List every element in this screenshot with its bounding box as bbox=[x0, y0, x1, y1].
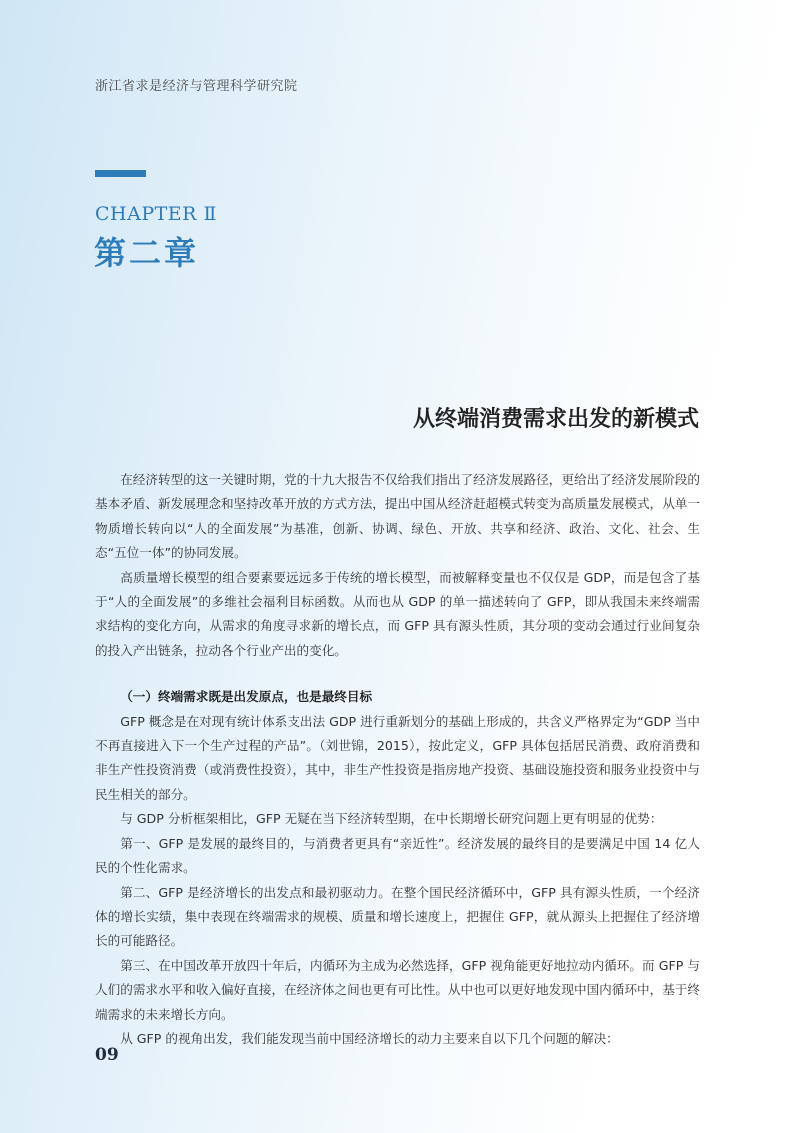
paragraph: 从 GFP 的视角出发，我们能发现当前中国经济增长的动力主要来自以下几个问题的解决： bbox=[120, 1030, 619, 1046]
paragraph: 第二、GFP 是经济增长的出发点和最初驱动力。在整个国民经济循环中，GFP 具有源头性质，一个经济体的增长实绩，集中表现在终端需求的规模、质量和增长速度上，把握住 GFP，就从源头上把握住了经济增长的可能路径。 bbox=[95, 884, 700, 949]
paragraph: 与 GDP 分析框架相比，GFP 无疑在当下经济转型期，在中长期增长研究问题上更有明显的优势： bbox=[120, 811, 663, 827]
paragraph: 第一、GFP 是发展的最终目的，与消费者更具有“亲近性”。经济发展的最终目的是要满足中国 14 亿人民的个性化需求。 bbox=[95, 835, 700, 876]
paragraph: 高质量增长模型的组合要素要远远多于传统的增长模型，而被解释变量也不仅仅是 GDP，而是包含了基于“人的全面发展”的多维社会福利目标函数。从而也从 GDP 的单一描述转向了 GFP，即从我国未来终端需求结构的变化方向，从需求的角度寻求新的增长点，而 GFP 具有源头性质，其分项的变动会通过行业间复杂的投入产出链条，拉动各个行业产出的变化。 bbox=[95, 569, 700, 658]
paragraph: 第三、在中国改革开放四十年后，内循环为主成为必然选择，GFP 视角能更好地拉动内循环。而 GFP 与人们的需求水平和收入偏好直接，在经济体之间也更有可比性。从中也可以更好地发现中国内循环中，基于终端需求的未来增长方向。 bbox=[95, 957, 700, 1022]
chapter-accent-bar bbox=[95, 170, 146, 177]
section-title: 从终端消费需求出发的新模式 bbox=[412, 406, 699, 432]
paragraph: 在经济转型的这一关键时期，党的十九大报告不仅给我们指出了经济发展路径，更给出了经济发展阶段的基本矛盾、新发展理念和坚持改革开放的方式方法，提出中国从经济赶超模式转变为高质量发展模式，从单一物质增长转向以“人的全面发展”为基准，创新、协调、绿色、开放、共享和经济、政治、文化、社会、生态“五位一体”的协同发展。 bbox=[95, 472, 700, 561]
organization-name: 浙江省求是经济与管理科学研究院 bbox=[95, 79, 298, 94]
paragraph: GFP 概念是在对现有统计体系支出法 GDP 进行重新划分的基础上形成的，共含义严格界定为“GDP 当中不再直接进入下一个生产过程的产品”。（刘世锦，2015），按此定义，GFP 具体包括居民消费、政府消费和非生产性投资消费（或消费性投资），其中，非生产性投资是指房地产投资、基础设施投资和服务业投资中与民生相关的部分。 bbox=[95, 713, 700, 802]
page-number: 09 bbox=[95, 1045, 119, 1065]
sub-heading: （一）终端需求既是出发原点，也是最终目标 bbox=[120, 689, 373, 705]
chapter-label-cn: 第二章 bbox=[94, 234, 200, 272]
chapter-label-en: CHAPTER Ⅱ bbox=[95, 203, 217, 225]
body-text bbox=[95, 468, 700, 1051]
